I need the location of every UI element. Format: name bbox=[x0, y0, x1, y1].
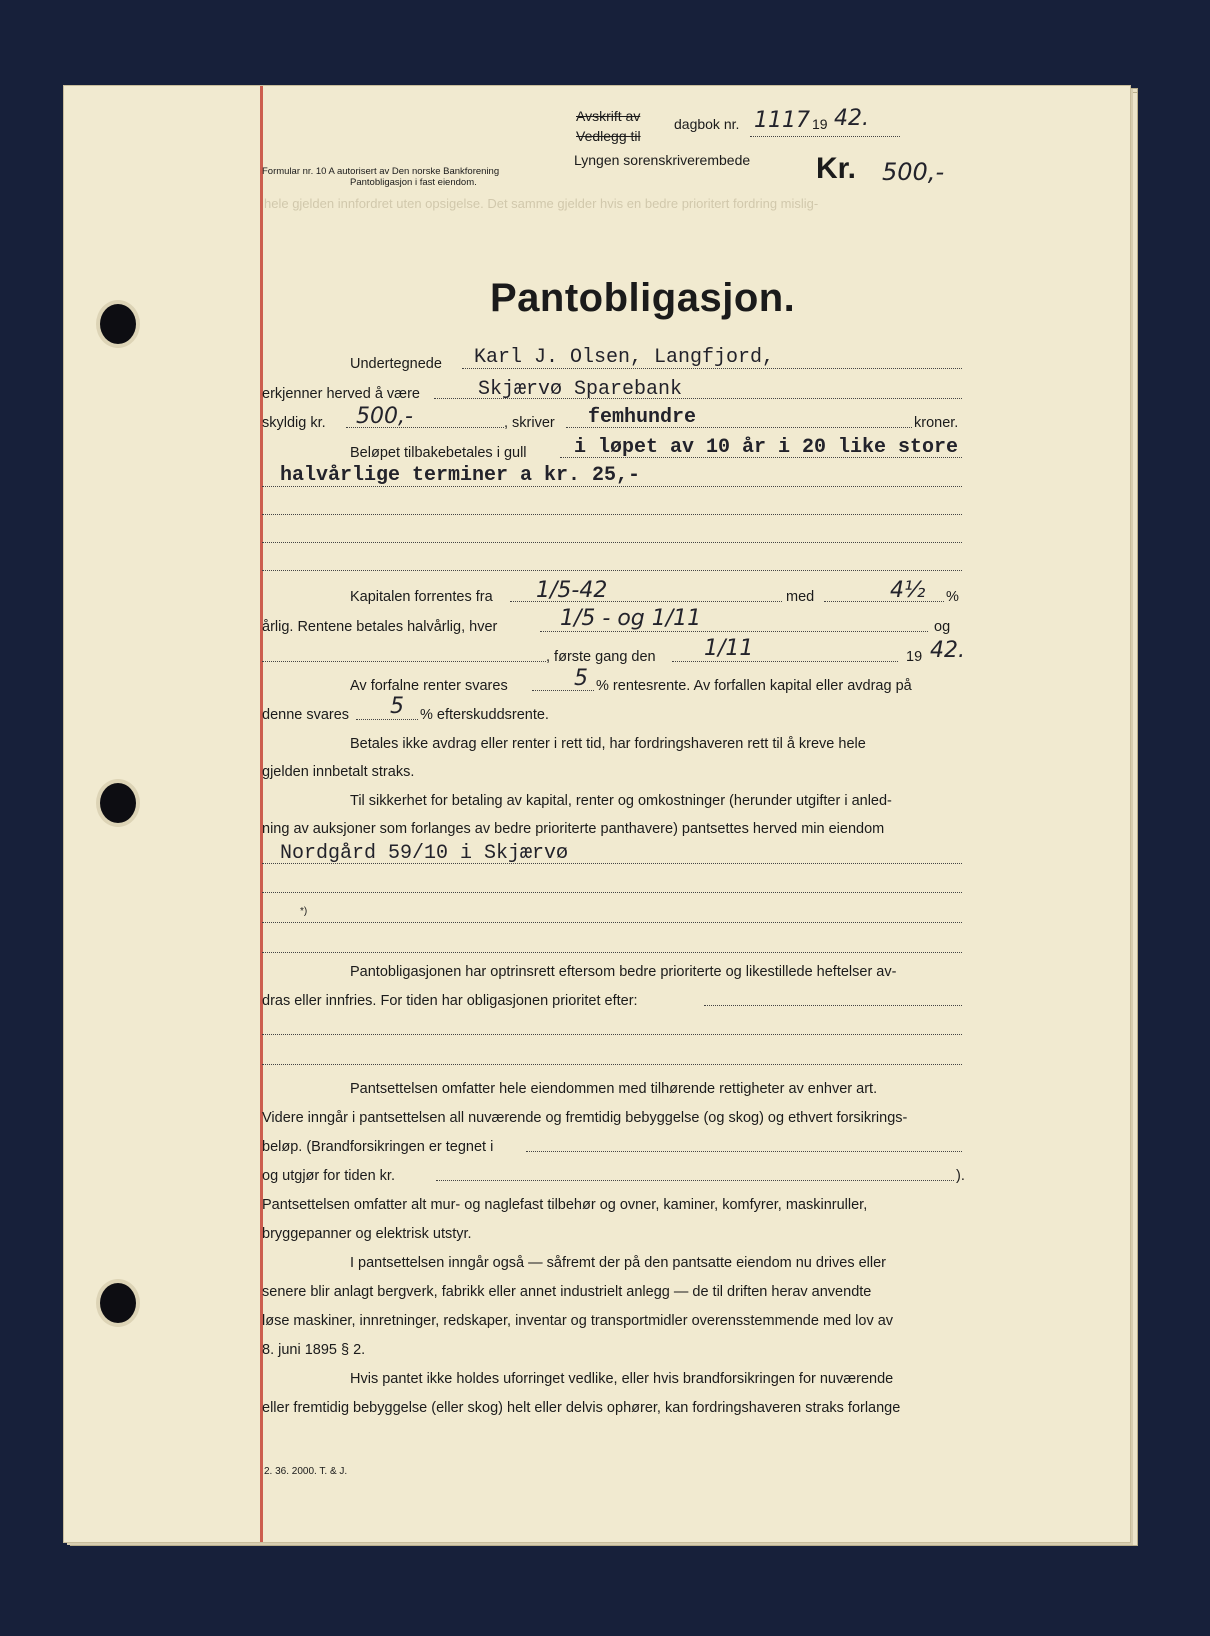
og-label: og bbox=[934, 619, 951, 635]
utgjor-rule bbox=[436, 1180, 954, 1181]
forste-value: 1/11 bbox=[704, 636, 754, 661]
bergverk-line-4: 8. juni 1895 § 2. bbox=[262, 1342, 366, 1358]
forste-rule bbox=[672, 661, 898, 662]
footnote-mark: *) bbox=[300, 906, 308, 917]
forrentes-label: Kapitalen forrentes fra bbox=[350, 589, 493, 605]
forfalne-label: Av forfalne renter svares bbox=[350, 678, 508, 694]
forfalne-rate: 5 bbox=[574, 666, 588, 691]
bergverk-line-1: I pantsettelsen inngår også — såfremt der på den pantsatte eiendom nu drives eller bbox=[350, 1255, 887, 1271]
dagbok-year-prefix: 19 bbox=[812, 116, 828, 132]
omfatter-line-6: bryggepanner og elektrisk utstyr. bbox=[262, 1226, 472, 1242]
blank-rule-6 bbox=[262, 952, 962, 953]
blank-rule-1 bbox=[262, 514, 962, 515]
percent-sign: % bbox=[946, 589, 959, 605]
sikkerhet-line-1: Til sikkerhet for betaling av kapital, renter og omkostninger (herunder utgifter i anled- bbox=[350, 793, 892, 809]
forrentes-date: 1/5-42 bbox=[536, 578, 608, 603]
sikkerhet-line-2: ning av auksjoner som forlanges av bedre prioriterte panthavere) pantsettes herved min eiendom bbox=[262, 821, 885, 837]
skyldig-amount: 500,- bbox=[356, 404, 413, 429]
omfatter-line-4-end: ). bbox=[956, 1168, 965, 1184]
blank-rule-7 bbox=[262, 1034, 962, 1035]
punch-hole-bottom bbox=[100, 1283, 136, 1323]
formular-line-2: Pantobligasjon i fast eiendom. bbox=[350, 177, 477, 188]
tilbakebetales-value-1: i løpet av 10 år i 20 like store bbox=[574, 436, 959, 459]
interest-rate: 4½ bbox=[890, 578, 926, 603]
hver-rule bbox=[540, 631, 928, 632]
betales-line-1: Betales ikke avdrag eller renter i rett tid, har fordringshaveren rett til å kreve hele bbox=[350, 736, 866, 752]
property-description: Nordgård 59/10 i Skjærvø bbox=[280, 842, 569, 865]
denne-label: denne svares bbox=[262, 707, 350, 723]
blank-rule-8 bbox=[262, 1064, 962, 1065]
dagbok-rule bbox=[750, 136, 900, 137]
bergverk-line-2: senere blir anlagt bergverk, fabrikk eller annet industrielt anlegg — de til driften herav anvendte bbox=[262, 1284, 872, 1300]
tilbakebetales-value-2: halvårlige terminer a kr. 25,- bbox=[280, 464, 641, 487]
dagbok-label: dagbok nr. bbox=[674, 116, 740, 132]
blank-rule-4 bbox=[262, 892, 962, 893]
omfatter-line-3: beløp. (Brandforsikringen er tegnet i bbox=[262, 1139, 494, 1155]
blank-rule-2 bbox=[262, 542, 962, 543]
undertegnede-label: Undertegnede bbox=[350, 356, 442, 372]
prioritet-rule bbox=[704, 1005, 962, 1006]
blank-rule-3 bbox=[262, 570, 962, 571]
tilbakebetales-label: Beløpet tilbakebetales i gull bbox=[350, 445, 527, 461]
header-amount: 500,- bbox=[882, 158, 945, 186]
efterskudd-label: % efterskuddsrente. bbox=[420, 707, 549, 723]
office-name: Lyngen sorenskriverembede bbox=[574, 152, 751, 168]
aarlig-label: årlig. Rentene betales halvårlig, hver bbox=[262, 619, 498, 635]
punch-hole-top bbox=[100, 304, 136, 344]
skyldig-label: skyldig kr. bbox=[262, 415, 326, 431]
optrinsrett-line-1: Pantobligasjonen har optrinsrett eftersom bedre prioriterte og likestillede heftelser av- bbox=[350, 964, 897, 980]
forste-lead-rule bbox=[262, 661, 546, 662]
kroner-label: kroner. bbox=[914, 415, 959, 431]
hver-value: 1/5 - og 1/11 bbox=[560, 606, 702, 631]
document-page bbox=[64, 86, 1130, 1542]
undertegnede-value: Karl J. Olsen, Langfjord, bbox=[474, 346, 775, 369]
brandforsikring-rule bbox=[526, 1151, 962, 1152]
forste-year: 42. bbox=[930, 638, 965, 663]
omfatter-line-4: og utgjør for tiden kr. bbox=[262, 1168, 395, 1184]
forste-label: , første gang den bbox=[546, 649, 656, 665]
bergverk-line-3: løse maskiner, innretninger, redskaper, inventar og transportmidler overensstemmende med lov av bbox=[262, 1313, 894, 1329]
denne-rate: 5 bbox=[390, 694, 404, 719]
bleed-through-text: hele gjelden innfordret uten opsigelse. Det samme gjelder hvis en bedre prioritert fordring mislig- bbox=[264, 196, 819, 211]
skriver-label: , skriver bbox=[504, 415, 555, 431]
creditor-value: Skjærvø Sparebank bbox=[478, 378, 683, 401]
erkjenner-label: erkjenner herved å være bbox=[262, 386, 420, 402]
vedlike-line-2: eller fremtidig bebyggelse (eller skog) helt eller delvis ophører, kan fordringshaveren straks forlange bbox=[262, 1400, 901, 1416]
vedlike-line-1: Hvis pantet ikke holdes uforringet vedlike, eller hvis brandforsikringen for nuværende bbox=[350, 1371, 894, 1387]
document-title: Pantobligasjon. bbox=[490, 276, 796, 320]
avskrift-label: Avskrift av bbox=[576, 108, 641, 124]
omfatter-line-2: Videre inngår i pantsettelsen all nuværende og fremtidig bebyggelse (og skog) og ethvert forsikrings- bbox=[262, 1110, 908, 1126]
rentesrente-label: % rentesrente. Av forfallen kapital eller avdrag på bbox=[596, 678, 912, 694]
omfatter-line-1: Pantsettelsen omfatter hele eiendommen med tilhørende rettigheter av enhver art. bbox=[350, 1081, 878, 1097]
med-label: med bbox=[786, 589, 815, 605]
denne-rule bbox=[356, 719, 418, 720]
rate-rule bbox=[824, 601, 944, 602]
skriver-words: femhundre bbox=[588, 406, 697, 429]
optrinsrett-line-2: dras eller innfries. For tiden har obligasjonen prioritet efter: bbox=[262, 993, 638, 1009]
punch-hole-middle bbox=[100, 783, 136, 823]
kr-label: Kr. bbox=[816, 152, 857, 185]
dagbok-year: 42. bbox=[834, 106, 869, 131]
betales-line-2: gjelden innbetalt straks. bbox=[262, 764, 415, 780]
formular-line-1: Formular nr. 10 A autorisert av Den norske Bankforening bbox=[262, 166, 500, 177]
print-code: 2. 36. 2000. T. & J. bbox=[264, 1466, 348, 1477]
omfatter-line-5: Pantsettelsen omfatter alt mur- og naglefast tilbehør og ovner, kaminer, komfyrer, maskinruller, bbox=[262, 1197, 868, 1213]
blank-rule-5 bbox=[262, 922, 962, 923]
vedlegg-label: Vedlegg til bbox=[576, 128, 641, 144]
forste-year-prefix: 19 bbox=[906, 649, 923, 665]
dagbok-number: 1117 bbox=[754, 108, 810, 133]
